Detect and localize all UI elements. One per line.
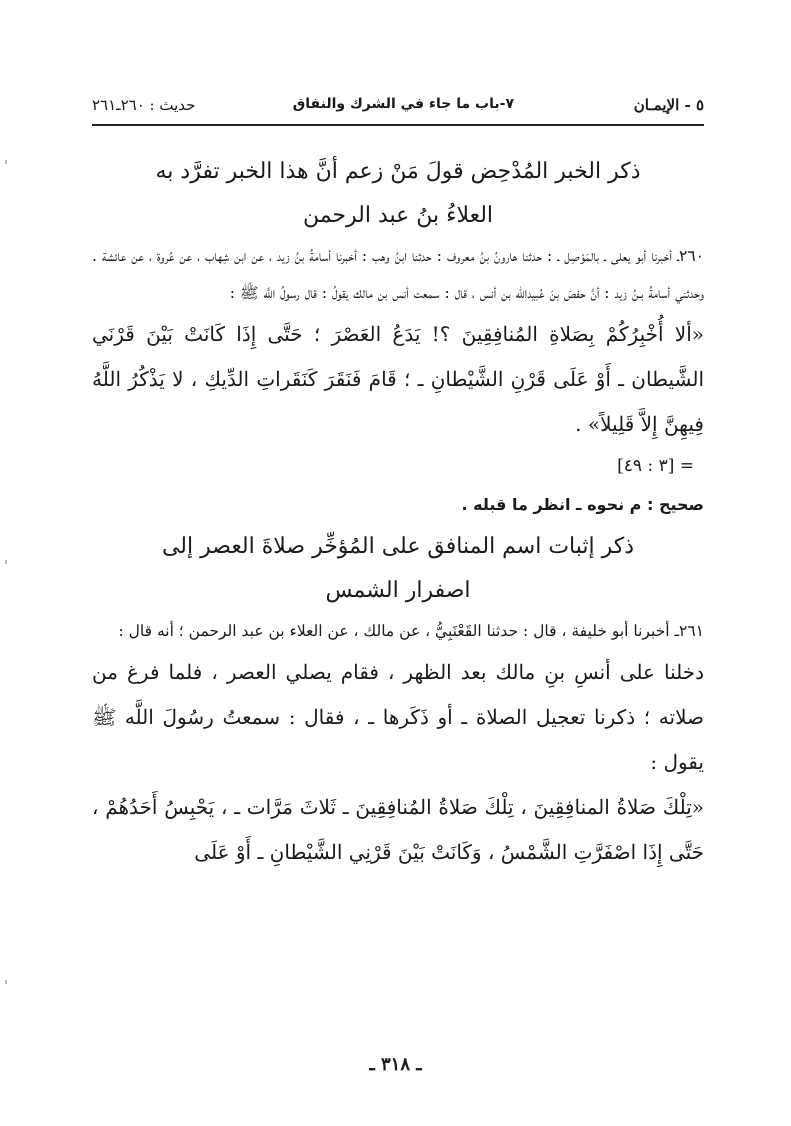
isnad-line: ٢٦١ـ أخبرنا أبو خليفة ، قال : حدثنا القَعْنَبِيُّ ، عن مالك ، عن العلاء بن عبد [241,622,704,640]
narrative-line: من صلاته ؛ ذكرنا تعجيل الصلاة ـ أو ذَكَرها ـ ، فقال : سمعتُ رسُولَ [92,660,705,729]
page-number: ـ ٣١٨ ـ [369,1054,422,1075]
running-header [92,92,704,122]
header-section: ٧-باب ما جاء في الشرك والنفاق [292,96,514,112]
isnad-paragraph [92,238,704,312]
header-hadith-range: حديث : ٢٦٠ـ٢٦١ [92,96,196,114]
margin-mark [5,980,7,984]
section-heading [92,150,704,238]
section-heading [92,525,704,613]
isnad-line: أخبرنا أسامةُ بنُ زيد ، عن ابن شِهاب ، عن عُروة ، عن عائشة . وحدثني أسامةُ بـنُ [92,247,704,302]
heading-line: ذكر إثبات اسم المنافق على المُؤخِّر صلاةَ العصر إلى [161,534,635,559]
narrative-line: اللَّه ﷺ يقول : [92,705,704,774]
header-chapter: ٥ - الإيمـان [633,96,704,114]
hadith-grade: صحيح : م نحوه ـ انظر ما قبله . [461,495,704,514]
heading-line: اصفرار الشمس [325,578,471,603]
matn-line: «ألا أُخْبِرُكُمْ بِصَلاةِ المُنافِقِينَ ؟! يَدَعُ العَصْرَ ؛ حَتَّى إِذَا كَانَتْ بَيْنَ قَرْنَي [92,322,704,346]
margin-mark [5,160,7,164]
matn-line: «تِلْكَ صَلاةُ المنافِقِينَ ، تِلْكَ صَلاةُ المُنافِقِينَ ـ ثَلاثَ مَرَّات ـ ، يَحْبِسُ [164,795,704,819]
heading-line: ذكر الخبر المُدْحِض قولَ مَنْ زعم أنَّ هذا الخبر تفرَّد به [155,159,641,184]
isnad-line: زيد : أنَّ حفصَ بنَ عُبيدالله بن أنس ، قال : سمعت أنس بن مالك يقولُ : قال رسولُ [280,284,628,302]
narrative-text [92,650,704,785]
hadith-text [92,312,704,447]
header-rule [92,124,704,126]
cross-reference: = [٣ : ٤٩] [617,456,694,476]
isnad-line: اللَّه ﷺ : [229,284,276,302]
matn-line: أَحَدُهُمْ ، حَتَّى إِذَا اصْفَرَّتِ الشَّمْسُ ، وَكَانَتْ بَيْنَ قَرْنِي الشَّيْطانِ ـ أَوْ عَلَى [92,795,704,864]
matn-line: الشَّيطان ـ أَوْ عَلَى قَرْنِ الشَّيْطانِ ـ ؛ قَامَ فَنَقَرَ كَنَقَراتِ الدِّيكِ ، لا يَذْكُرُ اللَّهُ [92,367,704,391]
narrative-line: دخلنا على أنسِ بنِ مالك بعد الظهر ، فقام يصلي العصر ، فلما فرغ [126,660,704,684]
margin-mark [5,560,7,564]
heading-line: العلاءُ بنُ عبد الرحمن [302,203,494,228]
isnad-line: الرحمن ؛ أنه قال : [118,622,237,640]
isnad-paragraph [92,613,704,650]
hadith-text [92,785,704,875]
page-body [92,150,704,875]
isnad-line: ٢٦٠ـ أخبرنا أبو يعلى ـ بالمَوْصِل ـ : حدثنا هارونُ بنُ معروف : حدثنا ابنُ وهب : [361,247,704,265]
matn-line: فِيهِنَّ إِلاَّ قَلِيلاً» . [575,412,704,436]
